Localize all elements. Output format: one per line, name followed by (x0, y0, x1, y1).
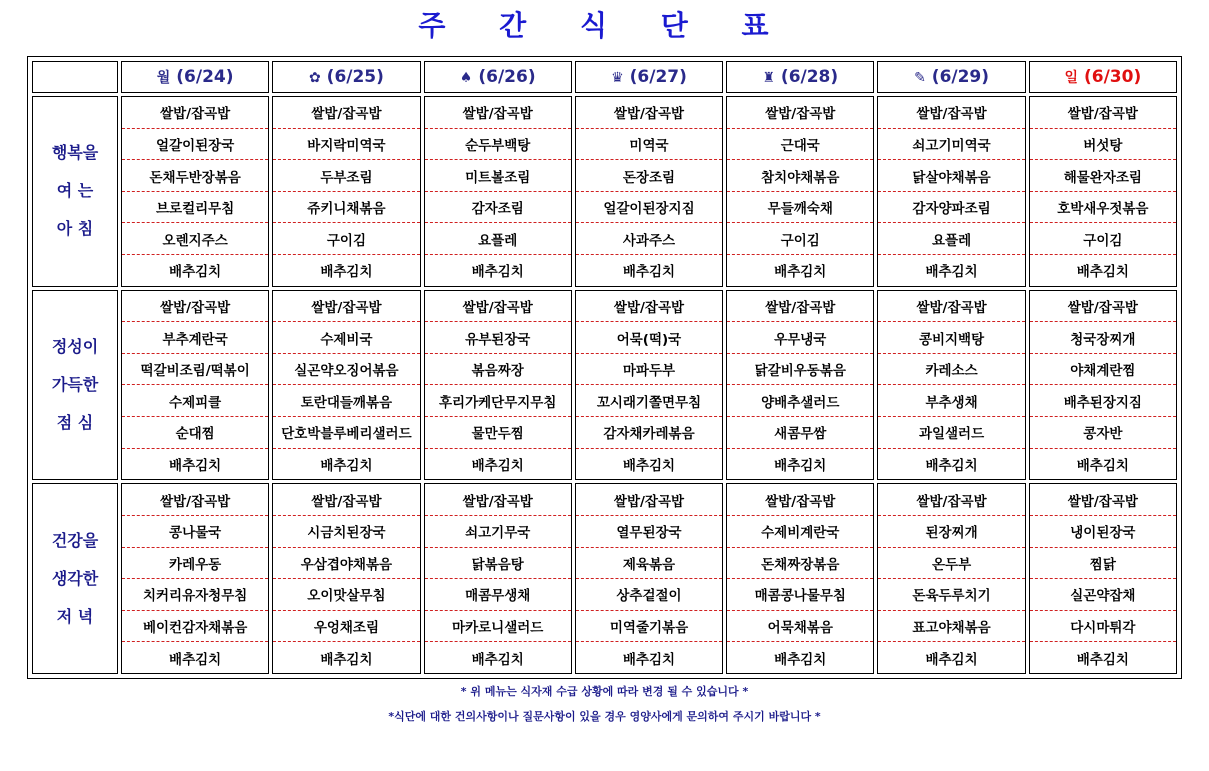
menu-cell (121, 96, 269, 287)
meal-row-lunch (32, 290, 1177, 481)
dish-item: 해물완자조림 (1030, 160, 1176, 192)
dish-item: 쌀밥/잡곡밥 (727, 97, 873, 129)
meal-label-line: 저 녁 (56, 606, 94, 626)
dish-item: 쌀밥/잡곡밥 (878, 97, 1024, 129)
dish-item: 돈장조림 (576, 160, 722, 192)
dish-item: 배추김치 (169, 264, 222, 281)
day-label: (6/29) (931, 67, 990, 87)
meal-label-line: 점 심 (56, 412, 94, 432)
day-header (726, 61, 874, 93)
dish-item: 매콤콩나물무침 (727, 579, 873, 611)
dish-item: 볶음짜장 (425, 354, 571, 386)
dish-item: 얼갈이된장국 (122, 129, 268, 161)
dish-item: 구이김 (727, 223, 873, 255)
menu-cell (424, 483, 572, 674)
dish-item: 쌀밥/잡곡밥 (878, 291, 1024, 323)
menu-cell (424, 290, 572, 481)
dish-item: 쌀밥/잡곡밥 (1030, 291, 1176, 323)
dish-item: 구이김 (1030, 223, 1176, 255)
dish-item: 열무된장국 (576, 516, 722, 548)
dish-item: 쌀밥/잡곡밥 (1030, 484, 1176, 516)
day-header (877, 61, 1025, 93)
menu-cell (1029, 483, 1177, 674)
dish-item: 무들깨숙채 (727, 192, 873, 224)
dish-item: 돈육두루치기 (878, 579, 1024, 611)
dish-item: 순대찜 (122, 417, 268, 449)
dish-item: 쌀밥/잡곡밥 (122, 97, 268, 129)
dish-item: 구이김 (273, 223, 419, 255)
dish-item: 배추김치 (774, 458, 827, 474)
meal-label-line: 행복을 (51, 143, 99, 163)
dish-item: 배추김치 (774, 264, 827, 281)
dish-item: 제육볶음 (576, 548, 722, 580)
dish-list (727, 291, 873, 480)
dish-item: 닭볶음탕 (425, 548, 571, 580)
dish-item: 감자조림 (425, 192, 571, 224)
dish-item: 실곤약오징어볶음 (273, 354, 419, 386)
dish-item: 된장찌개 (878, 516, 1024, 548)
dish-item: 배추김치 (320, 651, 373, 668)
dish-item: 배추김치 (471, 458, 524, 474)
dish-item: 물만두찜 (425, 417, 571, 449)
dish-list (878, 291, 1024, 480)
dish-item: 냉이된장국 (1030, 516, 1176, 548)
dish-item: 쌀밥/잡곡밥 (273, 97, 419, 129)
page-title: 주 간 식 단 표 (418, 9, 791, 42)
menu-cell (424, 96, 572, 287)
day-label: (6/27) (629, 67, 687, 87)
dish-item: 수제비국 (273, 322, 419, 354)
meal-row-breakfast (32, 96, 1177, 287)
dish-item: 쌀밥/잡곡밥 (727, 484, 873, 516)
dish-list (576, 97, 722, 286)
dish-item: 호박새우젓볶음 (1030, 192, 1176, 224)
dish-list (273, 97, 419, 286)
dish-item: 마카로니샐러드 (425, 611, 571, 643)
dish-item: 얼갈이된장지짐 (576, 192, 722, 224)
dish-list (425, 291, 571, 480)
dish-item: 수제피클 (122, 385, 268, 417)
dish-list (1030, 291, 1176, 480)
dish-item: 부추생채 (878, 385, 1024, 417)
dish-item: 우엉채조림 (273, 611, 419, 643)
dish-item: 배추김치 (1076, 264, 1129, 281)
dish-item: 배추김치 (774, 651, 827, 668)
dish-item: 콩나물국 (122, 516, 268, 548)
menu-cell (726, 483, 874, 674)
dish-item: 부추계란국 (122, 322, 268, 354)
dish-item: 매콤무생채 (425, 579, 571, 611)
meal-label-line: 여 는 (56, 181, 94, 201)
menu-cell (272, 483, 420, 674)
day-label: (6/26) (478, 67, 536, 87)
dish-list (425, 97, 571, 286)
dish-item: 쌀밥/잡곡밥 (727, 291, 873, 323)
dish-item: 쌀밥/잡곡밥 (1030, 97, 1176, 129)
dish-item: 배추김치 (471, 651, 524, 668)
dish-item: 청국장찌개 (1030, 322, 1176, 354)
dish-item: 배추김치 (169, 651, 222, 668)
dish-item: 쌀밥/잡곡밥 (576, 291, 722, 323)
dish-item: 요플레 (425, 223, 571, 255)
dish-list (576, 484, 722, 673)
dish-item: 배추김치 (925, 651, 978, 668)
inquiry-text: *식단에 대한 건의사항이나 질문사항이 있을 경우 영양사에게 문의하여 주시기 바랍니다 * (388, 710, 821, 723)
menu-cell (877, 96, 1025, 287)
dish-item: 쌀밥/잡곡밥 (273, 291, 419, 323)
dish-list (727, 484, 873, 673)
day-header (272, 61, 420, 93)
corner-cell (32, 61, 118, 93)
dish-item: 쥬키니채볶음 (273, 192, 419, 224)
dish-list (576, 291, 722, 480)
dish-item: 감자양파조림 (878, 192, 1024, 224)
menu-cell (121, 290, 269, 481)
dish-item: 바지락미역국 (273, 129, 419, 161)
dish-list (1030, 97, 1176, 286)
menu-cell (121, 483, 269, 674)
day-icon-sun: 일 (1064, 70, 1078, 86)
dish-list (727, 97, 873, 286)
dish-list (122, 97, 268, 286)
dish-item: 후리가케단무지무침 (425, 385, 571, 417)
dish-item: 수제비계란국 (727, 516, 873, 548)
dish-item: 쌀밥/잡곡밥 (878, 484, 1024, 516)
dish-item: 쌀밥/잡곡밥 (425, 484, 571, 516)
day-label: (6/24) (176, 67, 234, 87)
dish-item: 감자채카레볶음 (576, 417, 722, 449)
dish-item: 콩비지백탕 (878, 322, 1024, 354)
dish-item: 쇠고기미역국 (878, 129, 1024, 161)
dish-item: 상추겉절이 (576, 579, 722, 611)
day-icon-fri: ♜ (762, 70, 775, 86)
day-label: (6/25) (326, 67, 384, 87)
menu-cell (575, 96, 723, 287)
dish-item: 닭살야채볶음 (878, 160, 1024, 192)
dish-item: 떡갈비조림/떡볶이 (122, 354, 268, 386)
dish-item: 미역국 (576, 129, 722, 161)
dish-item: 배추김치 (622, 458, 676, 474)
dish-item: 참치야채볶음 (727, 160, 873, 192)
dish-item: 찜닭 (1030, 548, 1176, 580)
day-icon-mon: 월 (156, 70, 171, 86)
day-icon-sat: ✎ (914, 70, 926, 86)
dish-item: 쌀밥/잡곡밥 (425, 97, 571, 129)
dish-item: 카레소스 (878, 354, 1024, 386)
day-header (1029, 61, 1177, 93)
meal-row-dinner (32, 483, 1177, 674)
dish-item: 다시마튀각 (1030, 611, 1176, 643)
dish-list (878, 484, 1024, 673)
dish-item: 온두부 (878, 548, 1024, 580)
dish-item: 쌀밥/잡곡밥 (576, 97, 722, 129)
dish-item: 돈채두반장볶음 (122, 160, 268, 192)
dish-list (273, 484, 419, 673)
dish-item: 우무냉국 (727, 322, 873, 354)
meal-label (32, 96, 118, 287)
meal-label-line: 생각한 (51, 568, 99, 588)
day-header (424, 61, 572, 93)
day-header (575, 61, 723, 93)
day-icon-tue: ✿ (308, 70, 321, 86)
dish-item: 닭갈비우동볶음 (727, 354, 873, 386)
dish-item: 오이맛살무침 (273, 579, 419, 611)
dish-list (122, 484, 268, 673)
meal-label-line: 아 침 (56, 219, 94, 239)
menu-cell (575, 290, 723, 481)
menu-cell (575, 483, 723, 674)
dish-item: 어묵채볶음 (727, 611, 873, 643)
dish-item: 버섯탕 (1030, 129, 1176, 161)
dish-item: 배추김치 (622, 651, 676, 668)
dish-item: 배추김치 (169, 458, 222, 474)
header-row (32, 61, 1177, 93)
dish-item: 단호박블루베리샐러드 (273, 417, 419, 449)
dish-item: 돈채짜장볶음 (727, 548, 873, 580)
dish-item: 브로컬리무침 (122, 192, 268, 224)
notice-text: * 위 메뉴는 식자재 수급 상황에 따라 변경 될 수 있습니다 * (460, 685, 749, 698)
menu-cell (726, 290, 874, 481)
dish-item: 토란대들깨볶음 (273, 385, 419, 417)
day-header (121, 61, 269, 93)
meal-label (32, 290, 118, 481)
meal-label (32, 483, 118, 674)
dish-item: 두부조림 (273, 160, 419, 192)
dish-item: 어묵(떡)국 (576, 322, 722, 354)
dish-item: 근대국 (727, 129, 873, 161)
dish-item: 카레우동 (122, 548, 268, 580)
dish-item: 콩자반 (1030, 417, 1176, 449)
dish-list (273, 291, 419, 480)
menu-cell (1029, 96, 1177, 287)
menu-cell (1029, 290, 1177, 481)
dish-item: 배추김치 (320, 458, 373, 474)
dish-item: 미트볼조림 (425, 160, 571, 192)
dish-item: 쌀밥/잡곡밥 (122, 291, 268, 323)
dish-item: 쌀밥/잡곡밥 (576, 484, 722, 516)
dish-item: 베이컨감자채볶음 (122, 611, 268, 643)
dish-item: 배추김치 (1076, 458, 1129, 474)
dish-list (425, 484, 571, 673)
dish-item: 치커리유자청무침 (122, 579, 268, 611)
dish-item: 새콤무쌈 (727, 417, 873, 449)
dish-item: 표고야채볶음 (878, 611, 1024, 643)
menu-cell (877, 483, 1025, 674)
dish-item: 사과주스 (576, 223, 722, 255)
dish-item: 과일샐러드 (878, 417, 1024, 449)
day-label: (6/30) (1083, 67, 1142, 87)
day-icon-wed: ♠ (459, 70, 473, 86)
dish-item: 우삼겹야채볶음 (273, 548, 419, 580)
dish-item: 배추김치 (622, 264, 676, 281)
day-label: (6/28) (780, 67, 839, 87)
day-icon-thu: ♛ (611, 70, 624, 86)
dish-list (878, 97, 1024, 286)
dish-list (122, 291, 268, 480)
dish-item: 미역줄기볶음 (576, 611, 722, 643)
menu-cell (877, 290, 1025, 481)
dish-item: 배추김치 (925, 264, 978, 281)
dish-item: 쌀밥/잡곡밥 (425, 291, 571, 323)
dish-item: 유부된장국 (425, 322, 571, 354)
dish-list (1030, 484, 1176, 673)
dish-item: 마파두부 (576, 354, 722, 386)
dish-item: 야채계란찜 (1030, 354, 1176, 386)
dish-item: 쇠고기무국 (425, 516, 571, 548)
dish-item: 배추된장지짐 (1030, 385, 1176, 417)
meal-label-line: 정성이 (51, 336, 99, 356)
dish-item: 순두부백탕 (425, 129, 571, 161)
dish-item: 오렌지주스 (122, 223, 268, 255)
dish-item: 배추김치 (471, 264, 524, 281)
menu-cell (272, 290, 420, 481)
dish-item: 쌀밥/잡곡밥 (273, 484, 419, 516)
dish-item: 시금치된장국 (273, 516, 419, 548)
menu-cell (272, 96, 420, 287)
weekly-menu-table (29, 58, 1180, 677)
dish-item: 요플레 (878, 223, 1024, 255)
menu-cell (726, 96, 874, 287)
dish-item: 쌀밥/잡곡밥 (122, 484, 268, 516)
dish-item: 양배추샐러드 (727, 385, 873, 417)
meal-label-line: 가득한 (51, 374, 99, 394)
dish-item: 배추김치 (320, 264, 373, 281)
meal-label-line: 건강을 (51, 530, 99, 550)
dish-item: 꼬시래기쫄면무침 (576, 385, 722, 417)
dish-item: 실곤약잡채 (1030, 579, 1176, 611)
dish-item: 배추김치 (1076, 651, 1129, 668)
dish-item: 배추김치 (925, 458, 978, 474)
